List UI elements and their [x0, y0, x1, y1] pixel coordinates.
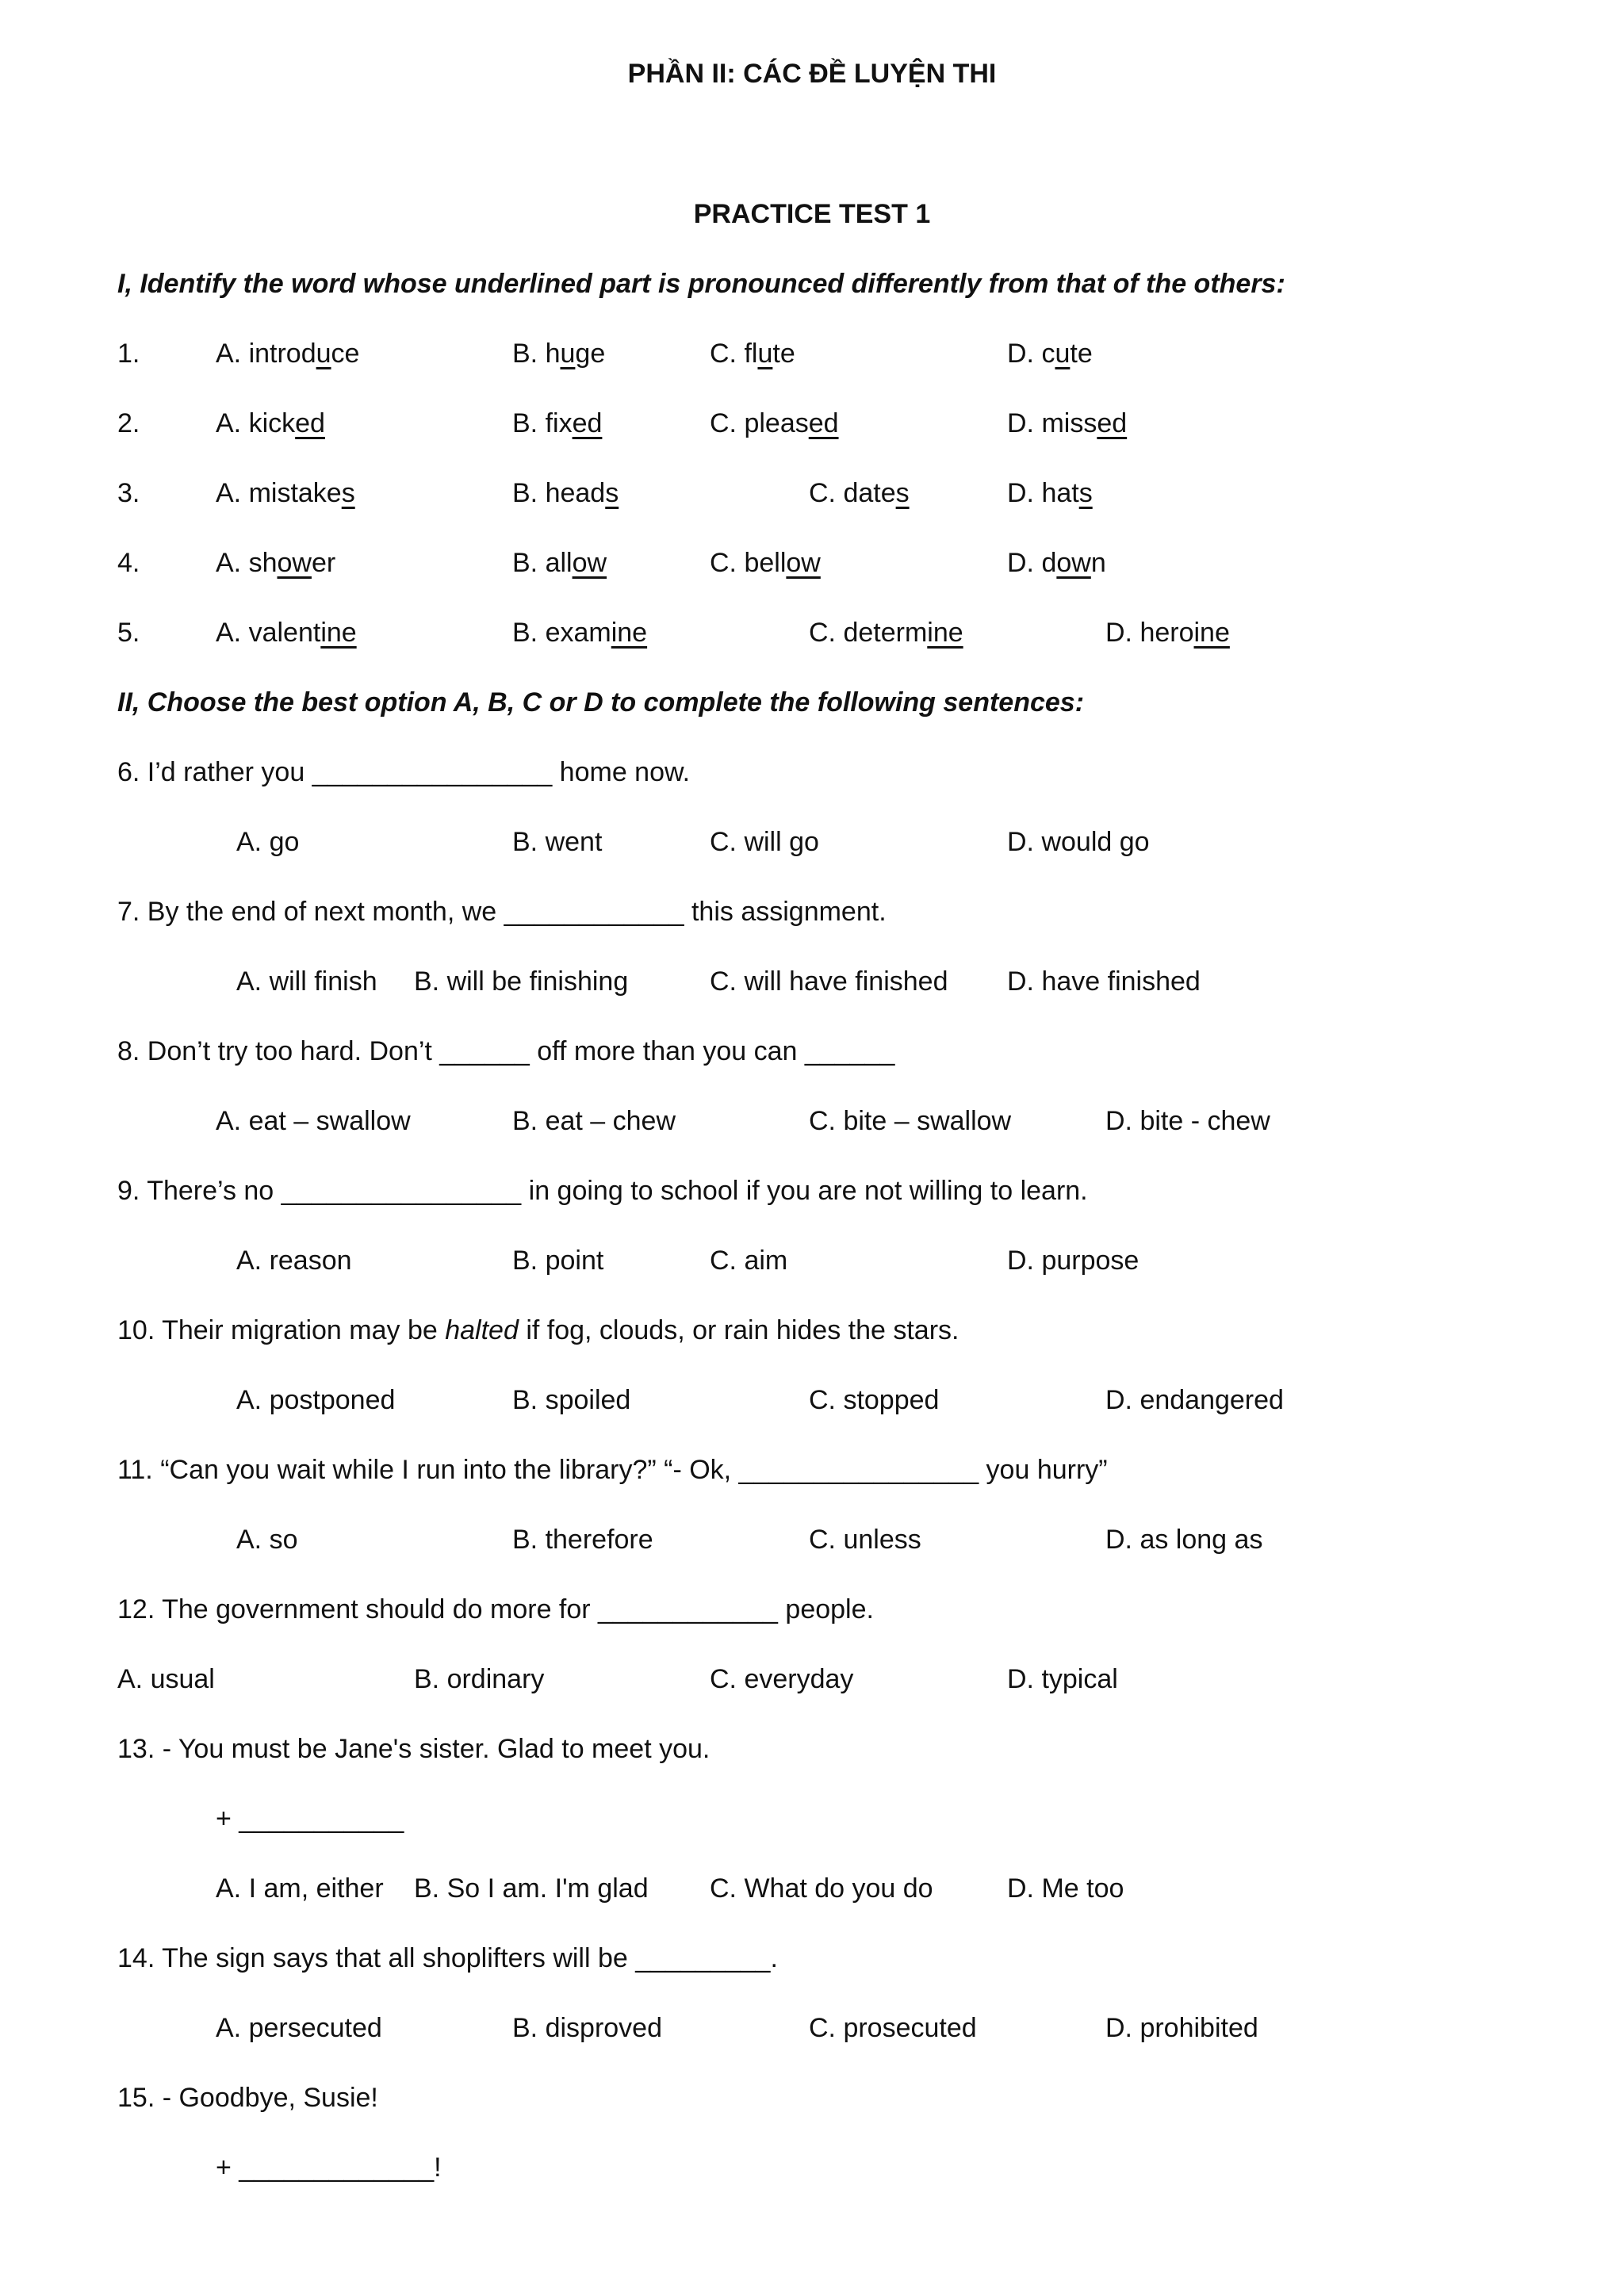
question-stem: 11. “Can you wait while I run into the library?” “- Ok, ________________ you hurry” [117, 1455, 1108, 1485]
option-d: D. as long as [1105, 1525, 1263, 1555]
reply-blank: + ___________ [216, 1804, 404, 1834]
question-7-options [0, 959, 1624, 1004]
question-11-stem [0, 1448, 1624, 1492]
question-3 [0, 471, 1624, 515]
option-d: D. purpose [1007, 1246, 1139, 1276]
question-number: 4. [117, 548, 140, 578]
option-d: D. missed [1007, 408, 1128, 438]
question-number: 3. [117, 478, 140, 508]
question-6-options [0, 820, 1624, 864]
option-a: A. mistakes [216, 478, 355, 508]
option-d: D. down [1007, 548, 1106, 578]
question-stem: 14. The sign says that all shoplifters will be _________. [117, 1943, 778, 1973]
question-14-options [0, 2006, 1624, 2050]
option-c: C. determine [809, 618, 963, 648]
option-d: D. hats [1007, 478, 1093, 508]
option-c: C. aim [710, 1246, 788, 1276]
question-2 [0, 401, 1624, 446]
option-a: A. go [236, 827, 300, 857]
option-a: A. introduce [216, 339, 360, 369]
option-c: C. everyday [710, 1664, 854, 1694]
option-d: D. have finished [1007, 966, 1201, 997]
question-stem: 6. I’d rather you ________________ home now. [117, 757, 691, 787]
question-7-stem [0, 890, 1624, 934]
option-d: D. endangered [1105, 1385, 1284, 1415]
question-10-options [0, 1378, 1624, 1422]
question-6-stem [0, 750, 1624, 794]
option-c: C. unless [809, 1525, 921, 1555]
section1-instruction-line [0, 262, 1624, 306]
question-12-options [0, 1657, 1624, 1701]
section2-instruction: II, Choose the best option A, B, C or D to complete the following sentences: [117, 687, 1085, 718]
question-15-reply [0, 2145, 1624, 2190]
question-stem: 8. Don’t try too hard. Don’t ______ off more than you can ______ [117, 1036, 895, 1066]
option-d: D. would go [1007, 827, 1150, 857]
option-c: C. pleased [710, 408, 839, 438]
question-1 [0, 331, 1624, 376]
question-4 [0, 541, 1624, 585]
option-b: B. heads [512, 478, 619, 508]
option-d: D. cute [1007, 339, 1093, 369]
option-a: A. valentine [216, 618, 357, 648]
option-d: D. Me too [1007, 1873, 1124, 1904]
option-a: A. postponed [236, 1385, 396, 1415]
option-b: B. went [512, 827, 603, 857]
option-a: A. I am, either [216, 1873, 384, 1904]
option-c: C. What do you do [710, 1873, 933, 1904]
question-14-stem [0, 1936, 1624, 1980]
option-a: A. eat – swallow [216, 1106, 411, 1136]
question-stem: 13. - You must be Jane's sister. Glad to meet you. [117, 1734, 710, 1764]
option-c: C. bite – swallow [809, 1106, 1012, 1136]
option-d: D. bite - chew [1105, 1106, 1270, 1136]
question-stem: 7. By the end of next month, we ____________ this assignment. [117, 897, 887, 927]
option-d: D. heroine [1105, 618, 1230, 648]
option-c: C. will have finished [710, 966, 948, 997]
option-a: A. persecuted [216, 2013, 382, 2043]
option-b: B. examine [512, 618, 648, 648]
question-13-reply [0, 1797, 1624, 1841]
option-a: A. usual [117, 1664, 215, 1694]
test-title-line [0, 192, 1624, 236]
option-c: C. flute [710, 339, 795, 369]
question-12-stem [0, 1587, 1624, 1632]
option-b: B. disproved [512, 2013, 662, 2043]
question-number: 2. [117, 408, 140, 438]
option-d: D. typical [1007, 1664, 1118, 1694]
question-stem: 15. - Goodbye, Susie! [117, 2083, 378, 2113]
option-a: A. will finish [236, 966, 377, 997]
option-c: C. bellow [710, 548, 821, 578]
question-stem: 9. There’s no ________________ in going to school if you are not willing to learn. [117, 1176, 1088, 1206]
part-title: PHẦN II: CÁC ĐỀ LUYỆN THI [627, 59, 997, 89]
option-b: B. point [512, 1246, 604, 1276]
option-b: B. fixed [512, 408, 603, 438]
question-stem: 10. Their migration may be halted if fog, clouds, or rain hides the stars. [117, 1315, 959, 1345]
option-b: B. spoiled [512, 1385, 631, 1415]
reply-blank: + _____________! [216, 2152, 442, 2183]
question-10-stem [0, 1308, 1624, 1353]
option-c: C. stopped [809, 1385, 940, 1415]
option-a: A. reason [236, 1246, 352, 1276]
option-b: B. allow [512, 548, 607, 578]
option-a: A. kicked [216, 408, 325, 438]
question-number: 1. [117, 339, 140, 369]
section2-instruction-line [0, 680, 1624, 725]
option-c: C. prosecuted [809, 2013, 977, 2043]
question-13-stem [0, 1727, 1624, 1771]
option-a: A. so [236, 1525, 298, 1555]
option-d: D. prohibited [1105, 2013, 1258, 2043]
question-8-options [0, 1099, 1624, 1143]
option-b: B. huge [512, 339, 606, 369]
question-15-stem [0, 2076, 1624, 2120]
question-9-options [0, 1238, 1624, 1283]
option-b: B. So I am. I'm glad [414, 1873, 649, 1904]
option-a: A. shower [216, 548, 336, 578]
section1-instruction: I, Identify the word whose underlined part is pronounced differently from that of the others: [117, 269, 1285, 299]
test-title: PRACTICE TEST 1 [693, 199, 931, 229]
question-9-stem [0, 1169, 1624, 1213]
option-b: B. therefore [512, 1525, 653, 1555]
option-c: C. will go [710, 827, 819, 857]
option-b: B. ordinary [414, 1664, 545, 1694]
option-b: B. will be finishing [414, 966, 629, 997]
question-13-options [0, 1866, 1624, 1911]
option-b: B. eat – chew [512, 1106, 676, 1136]
question-number: 5. [117, 618, 140, 648]
part-title-line [0, 52, 1624, 96]
question-stem: 12. The government should do more for ____________ people. [117, 1594, 874, 1624]
question-11-options [0, 1517, 1624, 1562]
option-c: C. dates [809, 478, 910, 508]
question-5 [0, 610, 1624, 655]
question-8-stem [0, 1029, 1624, 1073]
